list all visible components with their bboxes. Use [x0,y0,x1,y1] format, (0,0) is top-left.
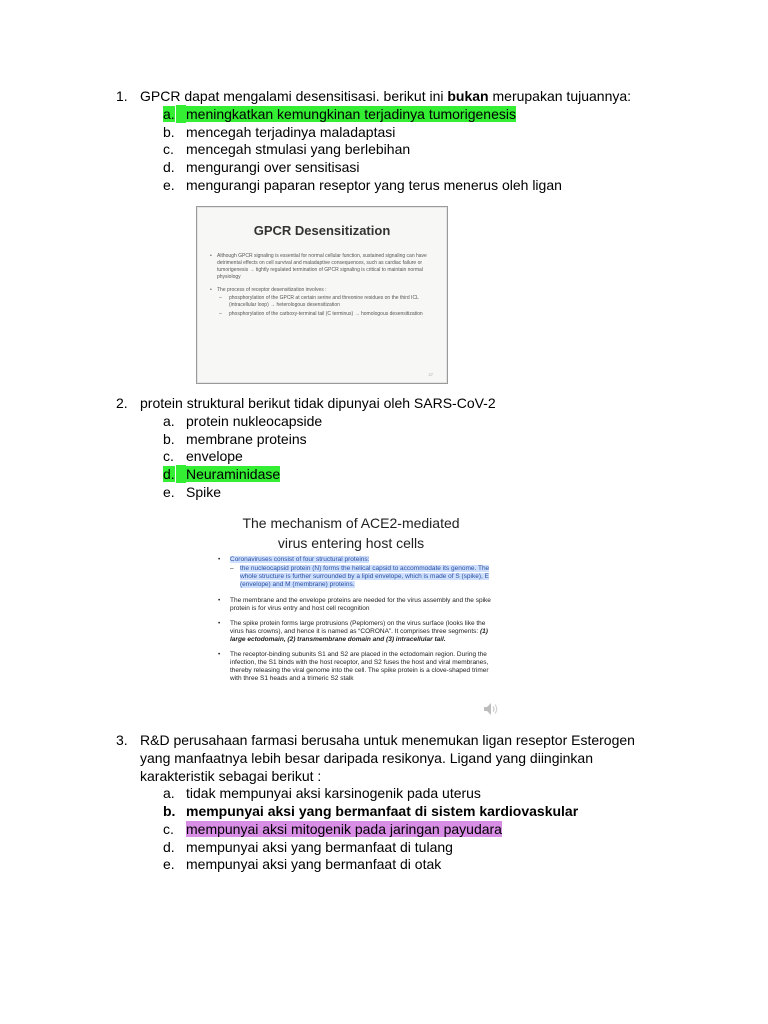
q1-question-bold: bukan [447,88,489,104]
q1-option-a-letter: a. [163,106,175,122]
q2-option-b-text: membrane proteins [186,431,307,447]
q1-option-a-gap [176,105,186,123]
slide1-sub-1: – phosphorylation of the GPCR at certain serine and threonine residues on the third ICL (intracellular loop) → heterologous desensitization [209,295,437,309]
q1-option-d-letter: d. [163,159,175,175]
q2-question: protein struktural berikut tidak dipunyai oleh SARS-CoV-2 [140,395,496,411]
q3-question-line-3: karakteristik sebagai berikut : [140,768,322,784]
q1-option-b-letter: b. [163,124,175,140]
q3-option-b-text: mempunyai aksi yang bermanfaat di sistem kardiovaskular [186,803,579,819]
q3-option-e-text: mempunyai aksi yang bermanfaat di otak [186,856,442,872]
q2-option-c-text: envelope [186,448,243,464]
slide1-page-number: 27 [428,372,433,377]
gpcr-desensitization-slide [196,206,448,384]
q3-option-c-letter: c. [163,821,174,837]
q3-option-e-letter: e. [163,856,175,872]
slide1-sub-2: – phosphorylation of the carboxy-terminal tail (C terminus) → homologous desensitization [209,311,437,318]
slide2-title [196,513,506,553]
slide1-bullet-1: • Although GPCR signaling is essential for normal cellular function, sustained signaling can have detrimental effects on cell survival and maladaptive consequences, such as cardiac failure or tumorigenesis → tightly regulated termination of GPCR signaling is critical to maintain normal physiology [209,253,437,281]
slide2-sub-1: – the nucleocapsid protein (N) forms the helical capsid to accommodate its genome. The whole structure is further surrounded by a lipid envelope, which is made of S (spike), E (envelope) and M (membrane) proteins. [218,565,496,589]
q2-option-e-letter: e. [163,484,175,500]
q3-option-a-text: tidak mempunyai aksi karsinogenik pada uterus [186,785,481,801]
slide2-bullet-2: • The membrane and the envelope proteins are needed for the virus assembly and the spike protein is for virus entry and host cell recognition [218,597,496,613]
q1-option-d-text: mengurangi over sensitisasi [186,159,360,175]
q2-option-d-gap [176,465,186,483]
q1-question-suffix: merupakan tujuannya: [488,88,632,104]
q2-option-e-text: Spike [186,484,222,500]
slide2-title-line-1: The mechanism of ACE2-mediated [242,515,460,531]
q1-option-b-text: mencegah terjadinya maladaptasi [186,124,396,140]
q3-option-b-letter: b. [163,803,176,819]
q1-option-c-letter: c. [163,141,174,157]
q3-question-line-2: yang manfaatnya lebih besar daripada resikonya. Ligand yang diinginkan [140,750,593,766]
q1-number: 1. [116,88,128,104]
q3-option-d-text: mempunyai aksi yang bermanfaat di tulang [186,839,453,855]
q1-option-c-text: mencegah stmulasi yang berlebihan [186,141,411,157]
slide1-body [209,253,437,318]
q2-option-c-letter: c. [163,448,174,464]
q3-option-c-text: mempunyai aksi mitogenik pada jaringan payudara [186,821,502,837]
q1-question-prefix: GPCR dapat mengalami desensitisasi. berikut ini [140,88,448,104]
q2-option-b-letter: b. [163,431,175,447]
slide2-bullet-3: • The spike protein forms large protrusions (Peplomers) on the virus surface (looks like the virus has crowns), and hence it is named as “CORONA”. It comprises three segments: (1) large ectodomain, (2) transmembrane domain and (3) intracellular tail. [218,620,496,644]
q2-option-d-letter: d. [163,466,175,482]
q1-option-e-letter: e. [163,177,175,193]
q1-question [140,87,631,105]
slide2-bullet-4: • The receptor-binding subunits S1 and S2 are placed in the ectodomain region. During the infection, the S1 binds with the host receptor, and S2 fuses the host and viral membranes, thereby releasing the viral genome into the cell. The spike protein is a clove-shaped trimer with three S1 heads and a trimeric S2 stalk [218,651,496,683]
slide2-body [218,556,496,690]
q2-option-a-letter: a. [163,413,175,429]
q3-option-a-letter: a. [163,785,175,801]
q2-option-d-text: Neuraminidase [186,466,281,482]
slide1-title: GPCR Desensitization [253,223,391,238]
q2-number: 2. [116,395,128,411]
slide1-bullet-2: • The process of receptor desensitization involves : [209,287,437,294]
slide2-title-line-2: virus entering host cells [277,535,425,551]
q1-option-a-text: meningkatkan kemungkinan terjadinya tumorigenesis [186,106,516,122]
speaker-icon[interactable] [482,700,500,718]
slide2-bullet-1: • Coronaviruses consist of four structural proteins: [218,556,496,564]
q2-option-a-text: protein nukleocapside [186,413,323,429]
q3-number: 3. [116,732,128,748]
ace2-mechanism-slide [196,508,506,722]
q1-option-e-text: mengurangi paparan reseptor yang terus menerus oleh ligan [186,177,562,193]
q3-question-line-1: R&D perusahaan farmasi berusaha untuk menemukan ligan reseptor Esterogen [140,732,635,748]
q3-option-d-letter: d. [163,839,175,855]
